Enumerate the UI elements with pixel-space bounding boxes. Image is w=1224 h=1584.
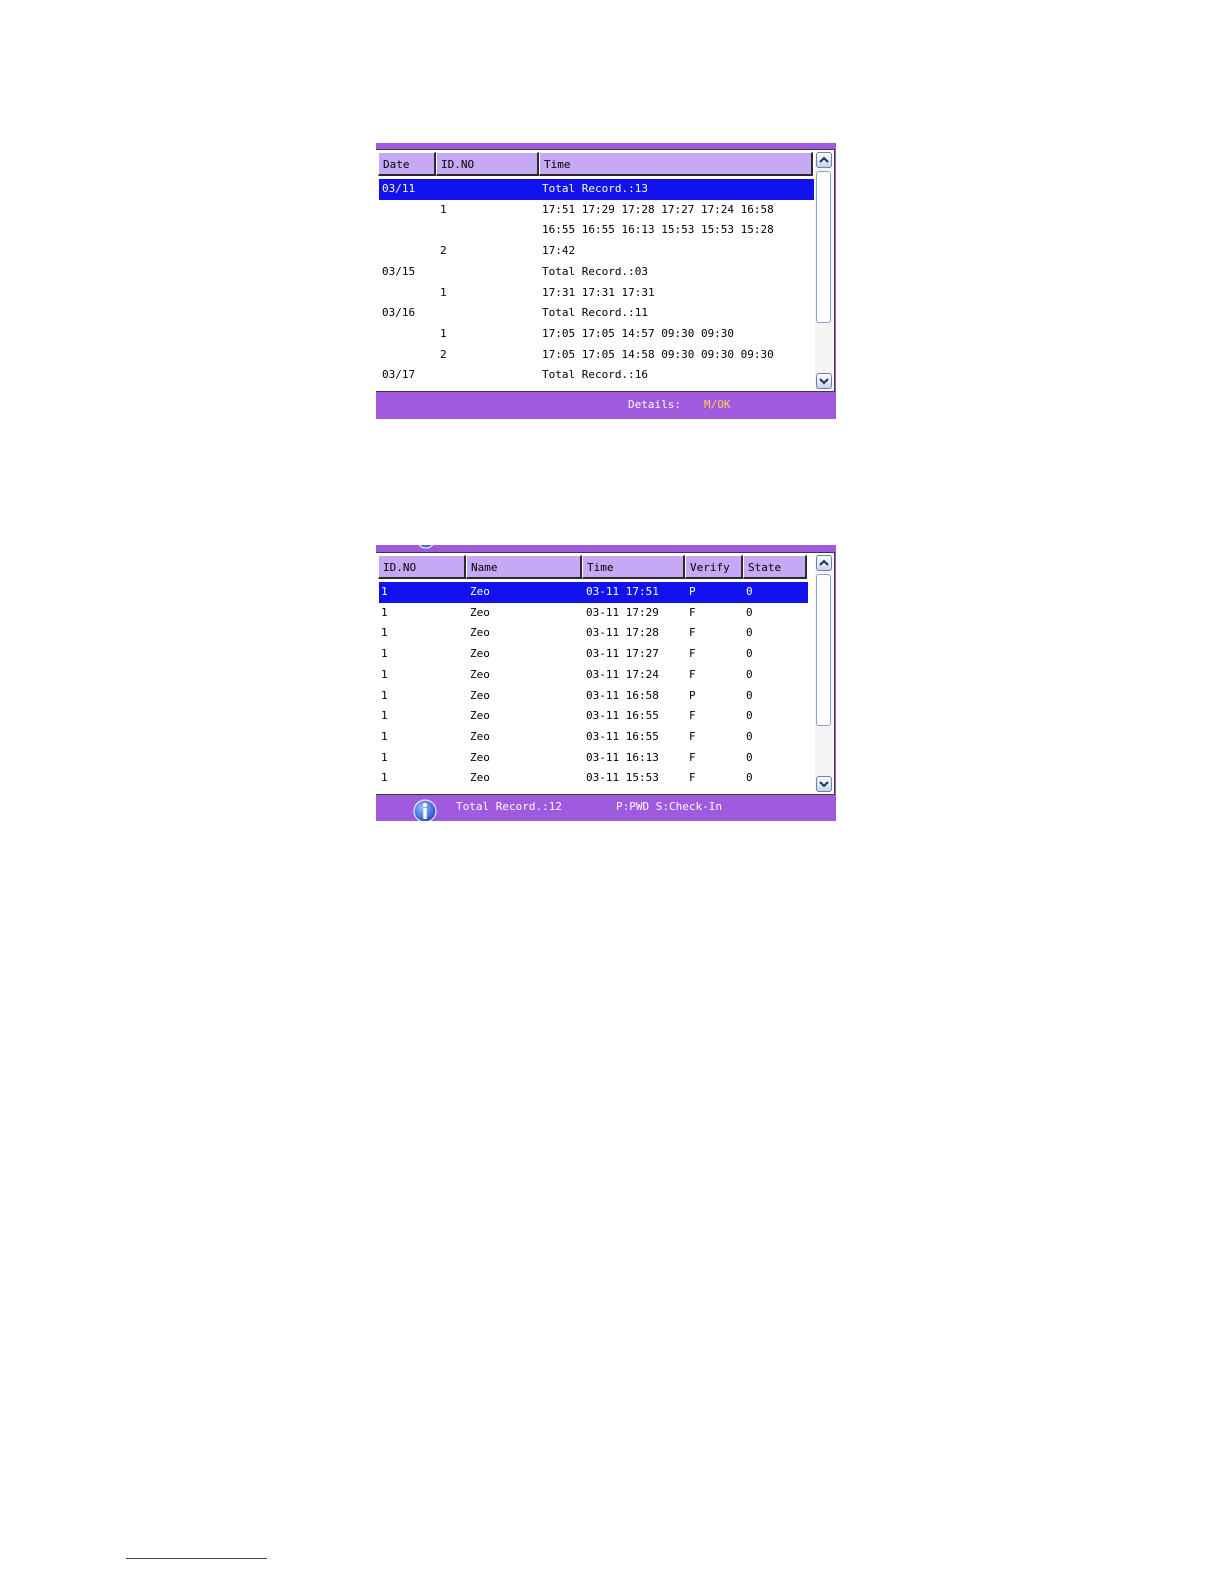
- table-cell: 0: [746, 688, 753, 702]
- table-cell: F: [689, 667, 696, 681]
- scrollbar-thumb[interactable]: [816, 171, 831, 323]
- table-cell: 1: [381, 729, 388, 743]
- footnote-separator: [126, 1558, 267, 1559]
- table-cell: 1: [381, 750, 388, 764]
- table-cell: P: [689, 688, 696, 702]
- table-row[interactable]: [379, 582, 808, 603]
- table-cell: 03-11 17:28: [586, 626, 659, 640]
- table-cell: 03-11 16:58: [586, 688, 659, 702]
- scroll-down-arrow-icon: [819, 377, 829, 385]
- table-cell: 03-11 16:55: [586, 709, 659, 723]
- table-cell: 0: [746, 771, 753, 785]
- table-cell: 1: [381, 688, 388, 702]
- daily-record-list[interactable]: [376, 149, 835, 392]
- table-row[interactable]: [379, 324, 814, 345]
- table-cell: 03/17: [382, 368, 416, 382]
- table-cell: 1: [381, 771, 388, 785]
- table-cell: 03/11: [382, 182, 416, 195]
- table-row[interactable]: [379, 644, 808, 665]
- table-cell: 17:51 17:29 17:28 17:27 17:24 16:58: [542, 202, 774, 216]
- table-cell: 1: [440, 326, 447, 340]
- table-cell: 0: [746, 647, 753, 661]
- table-cell: Total Record.:11: [542, 306, 648, 320]
- table-cell: 1: [381, 626, 388, 640]
- table-row[interactable]: [379, 665, 808, 686]
- header-verify: Verify: [685, 555, 743, 579]
- table-cell: Zeo: [470, 729, 490, 743]
- table-cell: 17:31 17:31 17:31: [542, 285, 655, 299]
- attendance-record-screen: [376, 545, 836, 821]
- table-cell: Total Record.:16: [542, 368, 648, 382]
- header-time: Time: [539, 152, 813, 176]
- table-row[interactable]: [379, 603, 808, 624]
- table-cell: 2: [440, 244, 447, 258]
- table-cell: 03/16: [382, 306, 416, 320]
- table-cell: Zeo: [470, 709, 490, 723]
- scroll-up-arrow-icon: [819, 559, 829, 567]
- total-record-text: Total Record.:12: [456, 800, 562, 813]
- table-cell: 1: [381, 585, 388, 598]
- table-cell: F: [689, 605, 696, 619]
- table-row[interactable]: [379, 365, 814, 386]
- table-cell: 03-11 17:51: [586, 585, 659, 598]
- table-cell: 03-11 17:27: [586, 647, 659, 661]
- table-cell: 17:05 17:05 14:57 09:30 09:30: [542, 326, 735, 340]
- table-cell: Zeo: [470, 750, 490, 764]
- table-cell: 17:05 17:05 14:58 09:30 09:30 09:30: [542, 347, 774, 361]
- table-cell: 0: [746, 709, 753, 723]
- table-cell: 03-11 15:53: [586, 771, 659, 785]
- header-id-no: ID.NO: [436, 152, 539, 176]
- table-cell: 1: [440, 285, 447, 299]
- info-icon-partial: [416, 545, 436, 550]
- table-cell: 16:55 16:55 16:13 15:53 15:53 15:28: [542, 223, 774, 237]
- table-row[interactable]: [379, 727, 808, 748]
- table-cell: Zeo: [470, 667, 490, 681]
- table-cell: Zeo: [470, 585, 490, 598]
- table-cell: Total Record.:03: [542, 264, 648, 278]
- table-cell: 0: [746, 729, 753, 743]
- scroll-up-arrow-icon: [819, 156, 829, 164]
- attendance-record-list[interactable]: [376, 552, 835, 795]
- status-bar: [376, 391, 836, 419]
- scroll-down-button[interactable]: [816, 373, 832, 389]
- table-cell: 1: [440, 202, 447, 216]
- table-cell: Zeo: [470, 647, 490, 661]
- table-cell: Zeo: [470, 626, 490, 640]
- table-cell: Zeo: [470, 605, 490, 619]
- details-key-hint: M/OK: [704, 398, 731, 411]
- table-cell: 03-11 17:24: [586, 667, 659, 681]
- daily-record-screen: [376, 143, 836, 419]
- table-cell: 03/15: [382, 264, 416, 278]
- table-cell: F: [689, 647, 696, 661]
- info-icon: [412, 797, 438, 821]
- table-cell: F: [689, 750, 696, 764]
- verify-legend-text: P:PWD S:Check-In: [616, 800, 722, 813]
- table-cell: 1: [381, 667, 388, 681]
- table-cell: F: [689, 771, 696, 785]
- table-row[interactable]: [379, 748, 808, 769]
- table-cell: 0: [746, 626, 753, 640]
- table-row[interactable]: [379, 303, 814, 324]
- table-cell: 0: [746, 750, 753, 764]
- table-row[interactable]: [379, 241, 814, 262]
- scroll-up-button[interactable]: [816, 555, 832, 571]
- header-id-no: ID.NO: [378, 555, 466, 579]
- scrollbar[interactable]: [815, 152, 833, 389]
- header-date: Date: [378, 152, 436, 176]
- table-row[interactable]: [379, 345, 814, 366]
- table-cell: 0: [746, 585, 753, 598]
- table-row[interactable]: [379, 623, 808, 644]
- table-row[interactable]: [379, 686, 808, 707]
- table-cell: F: [689, 729, 696, 743]
- table-row[interactable]: [379, 220, 814, 241]
- scrollbar[interactable]: [815, 555, 833, 792]
- table-cell: Total Record.:13: [542, 182, 648, 195]
- table-cell: F: [689, 626, 696, 640]
- table-cell: 1: [381, 709, 388, 723]
- table-cell: 03-11 16:13: [586, 750, 659, 764]
- table-cell: 2: [440, 347, 447, 361]
- table-cell: Zeo: [470, 771, 490, 785]
- table-row[interactable]: [379, 768, 808, 789]
- table-cell: 1: [381, 605, 388, 619]
- status-bar: [376, 793, 836, 821]
- table-row[interactable]: [379, 706, 808, 727]
- header-time: Time: [582, 555, 685, 579]
- scroll-down-button[interactable]: [816, 776, 832, 792]
- table-cell: 1: [381, 647, 388, 661]
- details-label: Details:: [628, 398, 681, 411]
- table-row[interactable]: [379, 200, 814, 221]
- scroll-down-arrow-icon: [819, 780, 829, 788]
- scroll-up-button[interactable]: [816, 152, 832, 168]
- header-state: State: [743, 555, 807, 579]
- table-cell: 03-11 16:55: [586, 729, 659, 743]
- table-cell: 03-11 17:29: [586, 605, 659, 619]
- table-cell: P: [689, 585, 696, 598]
- table-row[interactable]: [379, 179, 814, 200]
- table-cell: 17:42: [542, 244, 576, 258]
- table-cell: 0: [746, 605, 753, 619]
- table-row[interactable]: [379, 283, 814, 304]
- header-name: Name: [466, 555, 582, 579]
- table-cell: F: [689, 709, 696, 723]
- table-row[interactable]: [379, 262, 814, 283]
- scrollbar-thumb[interactable]: [816, 574, 831, 726]
- table-cell: Zeo: [470, 688, 490, 702]
- table-cell: 0: [746, 667, 753, 681]
